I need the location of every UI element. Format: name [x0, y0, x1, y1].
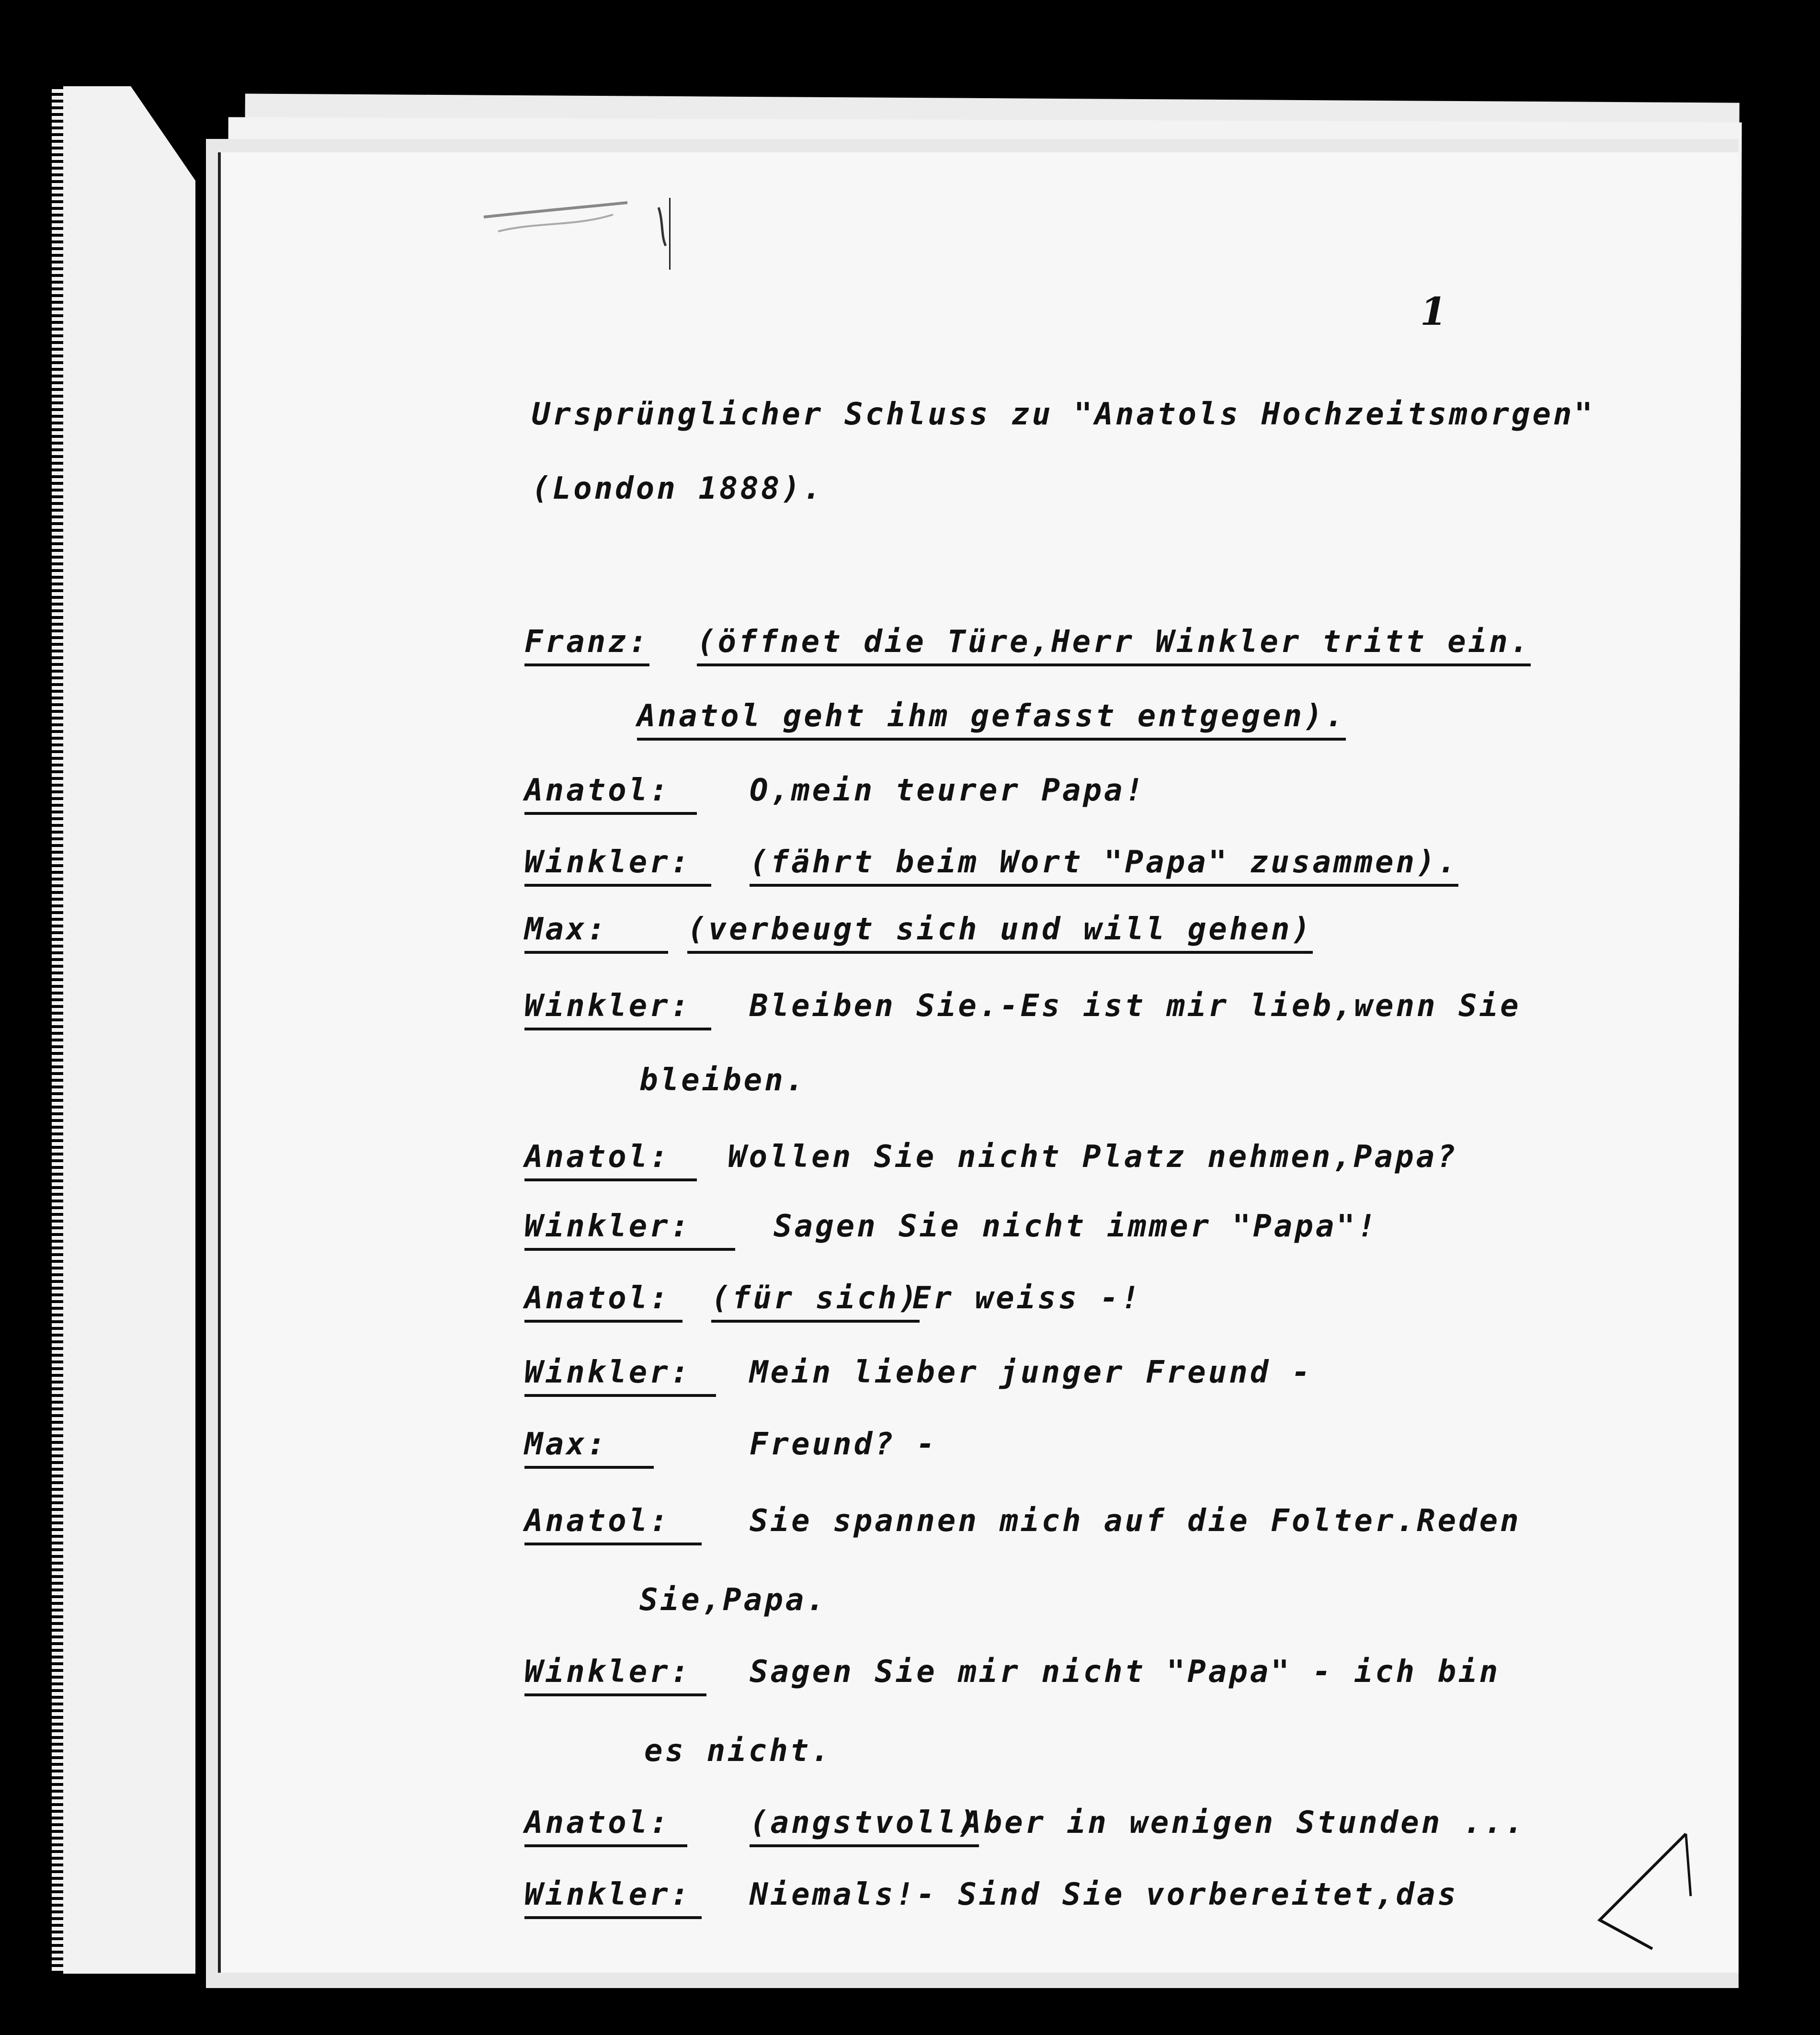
dialogue-continuation: Sie,Papa. — [639, 1582, 827, 1618]
dialogue-text: Aber in wenigen Stunden ... — [963, 1805, 1526, 1841]
dialogue-text: Freund? - — [750, 1427, 937, 1462]
dialogue-text: Er weiss -! — [912, 1280, 1142, 1316]
page-number: 1 — [1420, 289, 1447, 334]
speaker-label: Anatol: — [524, 1139, 697, 1181]
typed-page — [218, 152, 1739, 1973]
dialogue-text: Bleiben Sie.-Es ist mir lieb,wenn Sie — [750, 988, 1521, 1024]
dialogue-text: O,mein teurer Papa! — [750, 773, 1146, 808]
speaker-label: Anatol: — [524, 773, 697, 815]
stage-direction-text: (öffnet die Türe,Herr Winkler tritt ein. — [697, 624, 1531, 666]
speaker-label: Anatol: — [524, 1503, 702, 1545]
speaker-label: Winkler: — [524, 845, 711, 887]
dialogue-text: Mein lieber junger Freund - — [750, 1355, 1313, 1390]
ink-mark — [469, 188, 671, 298]
stage-direction-text: Anatol geht ihm gefasst entgegen). — [637, 698, 1346, 741]
speaker-label: Franz: — [524, 624, 649, 666]
torn-edge — [52, 86, 63, 1974]
dialogue-continuation: es nicht. — [644, 1733, 832, 1769]
folded-corner — [1590, 1824, 1700, 1958]
dialogue-text: Wollen Sie nicht Platz nehmen,Papa? — [728, 1139, 1458, 1175]
speaker-label: Winkler: — [524, 988, 711, 1030]
dialogue-text: Niemals!- Sind Sie vorbereitet,das — [750, 1877, 1459, 1912]
speaker-label: Winkler: — [524, 1877, 702, 1919]
aside-text: (für sich) — [711, 1280, 920, 1323]
dialogue-continuation: bleiben. — [639, 1063, 807, 1098]
speaker-label: Anatol: — [524, 1805, 687, 1847]
speaker-label: Max: — [524, 912, 668, 954]
speaker-label: Winkler: — [524, 1209, 735, 1251]
title-line-2: (London 1888). — [532, 471, 824, 506]
title-line-1: Ursprünglicher Schluss zu "Anatols Hochzeitsmorgen" — [532, 397, 1595, 432]
torn-left-strip — [52, 86, 195, 1974]
dialogue-text: Sagen Sie mir nicht "Papa" - ich bin — [750, 1654, 1501, 1690]
dialogue-text: Sagen Sie nicht immer "Papa"! — [774, 1209, 1378, 1244]
speaker-label: Anatol: — [524, 1280, 682, 1323]
speaker-label: Winkler: — [524, 1355, 716, 1397]
dialogue-text: (fährt beim Wort "Papa" zusammen). — [750, 845, 1458, 887]
speaker-label: Max: — [524, 1427, 654, 1469]
page-edge — [218, 152, 221, 1973]
aside-text: (angstvoll) — [750, 1805, 979, 1847]
dialogue-text: (verbeugt sich und will gehen) — [687, 912, 1313, 954]
speaker-label: Winkler: — [524, 1654, 706, 1696]
dialogue-text: Sie spannen mich auf die Folter.Reden — [750, 1503, 1521, 1539]
